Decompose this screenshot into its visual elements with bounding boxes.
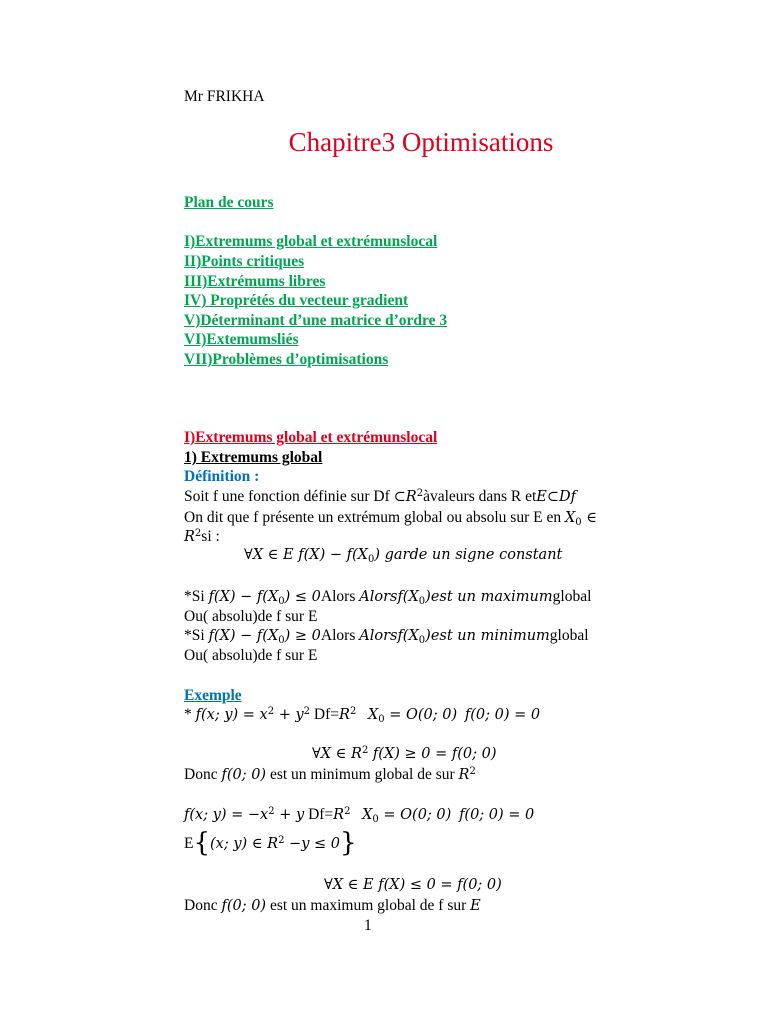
plan-item-3: III)Extrémums libres xyxy=(184,273,326,290)
plan-item-4: IV) Proprétés du vecteur gradient xyxy=(184,292,409,309)
plan-item-5: V)Déterminant d’une matrice d’ordre 3 xyxy=(184,312,448,329)
plan-heading: Plan de cours xyxy=(184,194,274,211)
plan-item-6: VI)Extemumsliés xyxy=(184,331,299,348)
maximum-line: *Si $f(X) - f(X_0)$ ≤ 0Alors $Alorsf(X_0)est$ un maximumglobal xyxy=(184,588,592,607)
definition-line-1: Soit f une fonction définie sur Df $\subset R^2àvaleurs$ dans R etE⊂Df xyxy=(184,488,577,505)
page-number: 1 xyxy=(364,917,372,934)
minimum-line-2: Ou( absolu)de f sur E xyxy=(184,647,318,664)
author: Mr FRIKHA xyxy=(184,88,265,105)
example-2-conclusion: Donc f(0; 0) est un maximum global de f sur E xyxy=(184,897,481,914)
section-heading: I)Extremums global et extrémunslocal xyxy=(184,429,438,446)
definition-line-3: $R^2si$ : xyxy=(184,528,220,545)
example-1-conclusion: Donc f(0; 0) est un minimum global de sur $R^2$ xyxy=(184,766,476,783)
definition-label: Définition : xyxy=(184,468,260,485)
minimum-line: *Si $f(X) - f(X_0)$ ≥ 0Alors $Alorsf(X_0)est$ un minimumglobal xyxy=(184,627,589,646)
definition-formula: ∀X ∈ E $f(X) - f(X_0)$ garde un signe constant xyxy=(244,547,563,565)
example-1-formula: ∀X ∈ $R^2$ f(X) ≥ 0 = f(0; 0) xyxy=(312,745,497,762)
subsection-heading: 1) Extremums global xyxy=(184,449,323,466)
definition-line-2: On dit que f présente un extrémum global ou absolu sur E en $X_0$ ∈ xyxy=(184,509,598,528)
plan-item-7: VII)Problèmes d’optimisations xyxy=(184,351,389,368)
plan-item-2: II)Points critiques xyxy=(184,253,305,270)
maximum-line-2: Ou( absolu)de f sur E xyxy=(184,608,318,625)
example-2-line: f(x; $y) = -x^2 + y$ $Df=R^2$ $X_0 = O(0$; 0) f(0; 0) = 0 xyxy=(184,806,535,825)
exemple-heading: Exemple xyxy=(184,687,242,704)
page-title: Chapitre3 Optimisations xyxy=(288,127,554,157)
example-1-line: * f(x; $y) = x^2 + y^2$ $Df=R^2$ $X_0 = O(0$; 0) f(0; 0) = 0 xyxy=(184,706,541,725)
example-2-set: E{(x; y) ∈ $R^2 -y \le 0$} xyxy=(184,828,357,858)
plan-item-1: I)Extremums global et extrémunslocal xyxy=(184,233,438,250)
example-2-formula: ∀X ∈ E f(X) ≤ 0 = f(0; 0) xyxy=(324,877,502,893)
